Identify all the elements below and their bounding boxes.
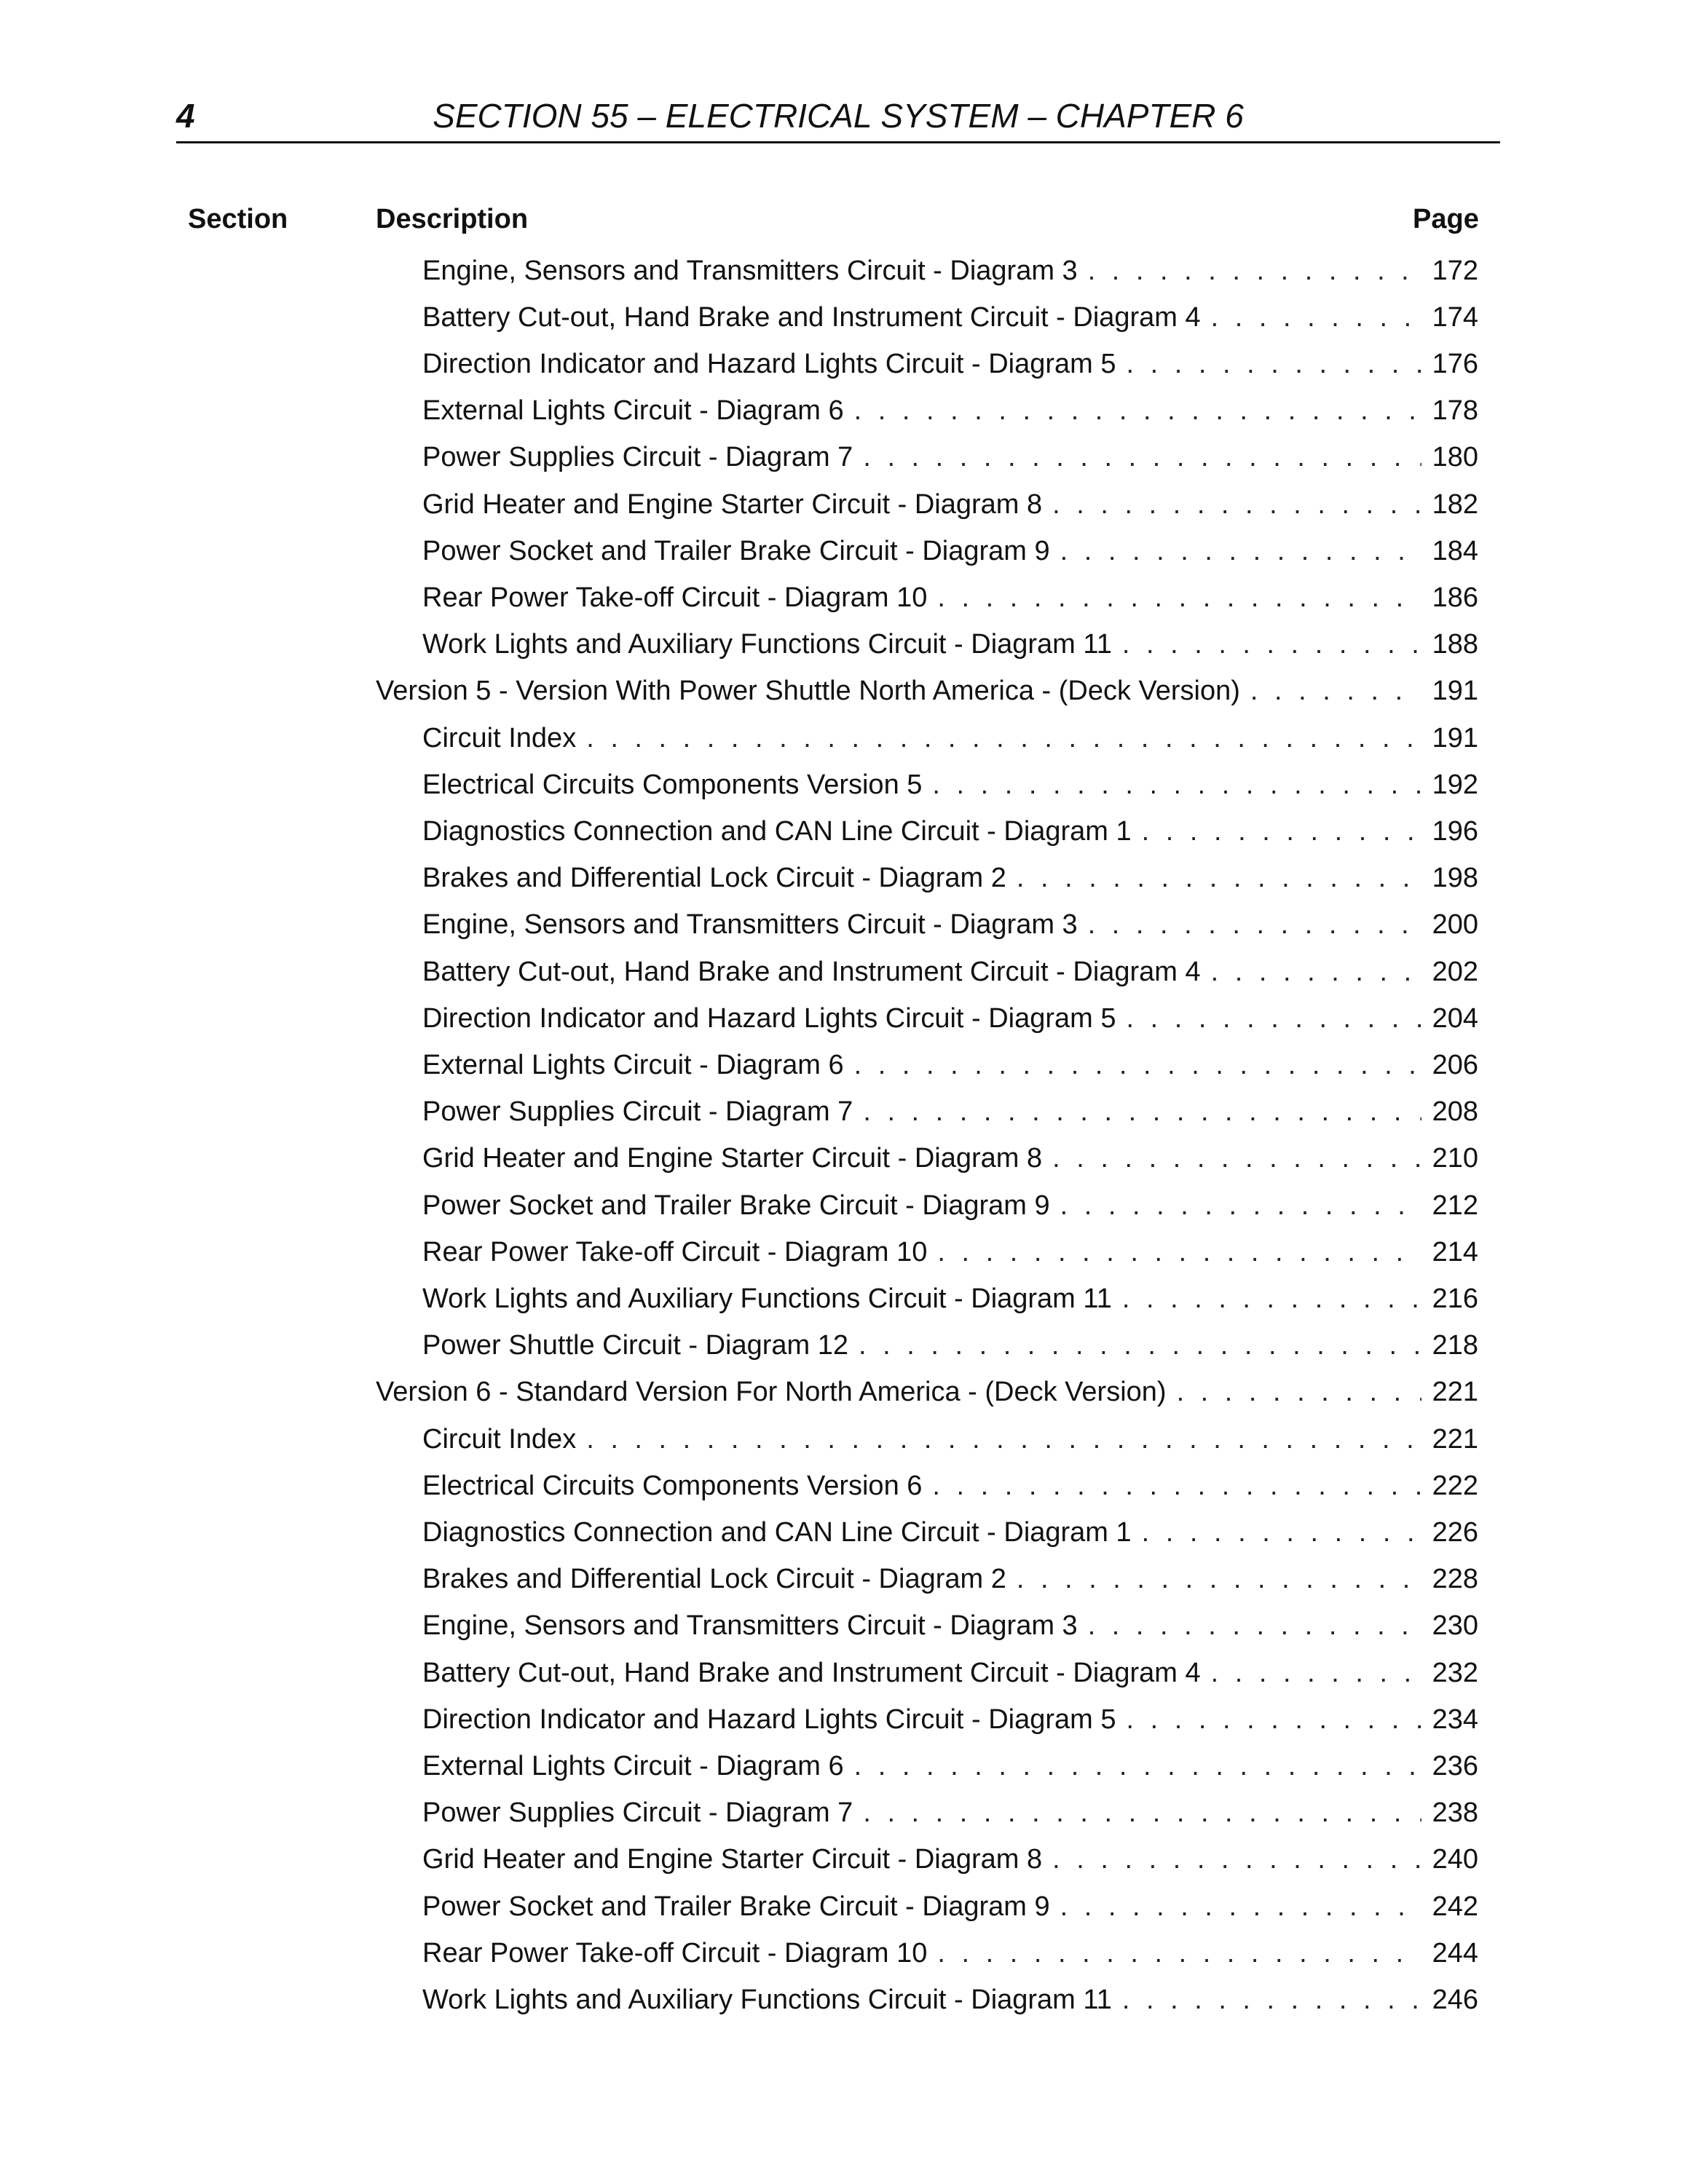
toc-entry-row [422,1837,1478,1883]
toc-entry-row [422,1930,1478,1977]
toc-page-number: 204 [1432,1002,1478,1034]
toc-page-number: 191 [1432,722,1478,753]
toc-page-number: 230 [1432,1610,1478,1642]
toc-page-number: 236 [1432,1750,1478,1781]
dot-leader [1017,863,1421,894]
page-number: 4 [176,97,195,135]
toc-page-number: 212 [1432,1190,1478,1221]
toc-entry-title: External Lights Circuit - Diagram 6 [422,1049,844,1080]
toc-entry-title: Direction Indicator and Hazard Lights Circuit - Diagram 5 [422,1002,1116,1034]
toc-entry-title: Version 6 - Standard Version For North America - (Deck Version) [376,1377,1167,1408]
toc-entry-title: Rear Power Take-off Circuit - Diagram 10 [422,1236,928,1267]
toc-entry-title: Work Lights and Auxiliary Functions Circuit - Diagram 11 [422,1283,1112,1314]
toc-page-number: 222 [1432,1470,1478,1501]
toc-entry-row [422,995,1478,1042]
toc-entry-row [422,1509,1478,1556]
toc-entry-title: Brakes and Differential Lock Circuit - Diagram 2 [422,863,1006,894]
toc-entry-title: Direction Indicator and Hazard Lights Circuit - Diagram 5 [422,1704,1116,1735]
toc-page-number: 196 [1432,815,1478,847]
toc-section-row [376,1369,1478,1416]
column-header-section: Section [188,204,288,234]
toc-entry-title: Grid Heater and Engine Starter Circuit - Diagram 8 [422,488,1043,520]
toc-page-number: 186 [1432,582,1478,613]
dot-leader [1060,536,1421,567]
toc-page-number: 172 [1432,255,1478,286]
dot-leader [1060,1891,1421,1923]
dot-leader [586,1424,1421,1455]
toc-page-number: 232 [1432,1657,1478,1688]
toc-entry-title: Grid Heater and Engine Starter Circuit - Diagram 8 [422,1143,1043,1174]
toc-entry-row [422,622,1478,668]
toc-entry-title: Power Socket and Trailer Brake Circuit - Diagram 9 [422,1190,1050,1221]
chapter-title: SECTION 55 – ELECTRICAL SYSTEM – CHAPTER 6 [433,97,1244,135]
toc-entry-title: Engine, Sensors and Transmitters Circuit - Diagram 3 [422,1610,1078,1642]
toc-page-number: 200 [1432,909,1478,941]
dot-leader [1122,1985,1421,2016]
dot-leader [1122,1283,1421,1315]
toc-page-number: 218 [1432,1330,1478,1361]
toc-entry-title: Power Socket and Trailer Brake Circuit - Diagram 9 [422,535,1050,566]
toc-entry-row [422,1650,1478,1696]
toc-page-number: 208 [1432,1096,1478,1128]
toc-page-number: 198 [1432,863,1478,894]
toc-entry-title: Electrical Circuits Components Version 5 [422,769,923,800]
dot-leader [1211,1658,1421,1689]
toc-entry-row [422,294,1478,341]
toc-entry-row [422,949,1478,995]
dot-leader [863,442,1421,473]
dot-leader [1127,349,1421,380]
toc-entry-row [422,1042,1478,1088]
toc-entry-row [422,1463,1478,1509]
dot-leader [932,769,1421,801]
toc-entry-title: Engine, Sensors and Transmitters Circuit - Diagram 3 [422,909,1078,941]
dot-leader [937,1938,1421,1969]
toc-entry-row [422,1603,1478,1650]
dot-leader [1088,909,1421,941]
toc-section-row [376,668,1478,715]
toc-entry-row [422,1089,1478,1136]
page-header [176,90,1500,143]
toc-entry-title: Circuit Index [422,722,577,753]
toc-page-number: 244 [1432,1937,1478,1969]
toc-entry-row [422,481,1478,528]
dot-leader [1122,629,1421,660]
toc-entry-title: Grid Heater and Engine Starter Circuit - Diagram 8 [422,1844,1043,1875]
dot-leader [1060,1190,1421,1222]
toc-page-number: 202 [1432,956,1478,987]
toc-entry-title: External Lights Circuit - Diagram 6 [422,1750,844,1781]
toc-entry-title: Power Supplies Circuit - Diagram 7 [422,1797,853,1829]
toc-entry-row [422,1275,1478,1322]
toc-page-number: 221 [1432,1377,1478,1408]
toc-entry-row [422,855,1478,902]
toc-entry-title: Rear Power Take-off Circuit - Diagram 10 [422,1937,928,1969]
toc-page-number: 246 [1432,1984,1478,2015]
toc-entry-title: Battery Cut-out, Hand Brake and Instrument Circuit - Diagram 4 [422,956,1201,987]
toc-page-number: 228 [1432,1564,1478,1595]
toc-entry-row [422,902,1478,949]
toc-entry-title: Engine, Sensors and Transmitters Circuit - Diagram 3 [422,255,1078,286]
toc-page-number: 206 [1432,1049,1478,1080]
toc-entry-row [422,715,1478,761]
toc-entry-title: Brakes and Differential Lock Circuit - Diagram 2 [422,1564,1006,1595]
dot-leader [937,582,1421,614]
dot-leader [1142,816,1421,847]
toc-page-number: 176 [1432,348,1478,379]
dot-leader [1127,1003,1421,1034]
toc-entry-row [422,761,1478,808]
toc-entry-row [422,1416,1478,1463]
dot-leader [1017,1564,1421,1595]
dot-leader [1052,1844,1421,1875]
toc-entry-title: Power Shuttle Circuit - Diagram 12 [422,1330,848,1361]
toc-entry-title: Power Socket and Trailer Brake Circuit - Diagram 9 [422,1891,1050,1922]
toc-page-number: 174 [1432,301,1478,333]
column-header-page: Page [1413,204,1479,234]
toc-page-number: 182 [1432,488,1478,520]
toc-entry-title: Diagnostics Connection and CAN Line Circuit - Diagram 1 [422,815,1132,847]
toc-page-number: 191 [1432,676,1478,707]
dot-leader [854,395,1421,427]
toc-entry-row [422,1790,1478,1837]
dot-leader [863,1096,1421,1128]
toc-page-number: 214 [1432,1236,1478,1267]
toc-entry-row [422,1977,1478,2023]
toc-entry-row [422,1182,1478,1229]
toc-page-number: 238 [1432,1797,1478,1829]
column-header-description: Description [376,204,529,234]
toc-page-number: 180 [1432,442,1478,473]
toc-entry-title: Power Supplies Circuit - Diagram 7 [422,1096,853,1128]
toc-entry-title: Work Lights and Auxiliary Functions Circuit - Diagram 11 [422,1984,1112,2015]
toc-entry-title: Electrical Circuits Components Version 6 [422,1470,923,1501]
toc-entry-row [422,528,1478,574]
toc-entry-row [422,341,1478,387]
toc-entry-row [422,248,1478,294]
dot-leader [1250,676,1421,707]
toc-entry-title: External Lights Circuit - Diagram 6 [422,395,844,427]
dot-leader [859,1330,1421,1361]
dot-leader [1127,1704,1421,1736]
toc-entry-row [422,808,1478,855]
dot-leader [854,1751,1421,1782]
toc-page-number: 216 [1432,1283,1478,1314]
toc-entry-title: Circuit Index [422,1423,577,1455]
toc-page-number: 188 [1432,629,1478,660]
dot-leader [1177,1377,1421,1408]
dot-leader [1142,1517,1421,1548]
toc-page-number: 226 [1432,1516,1478,1548]
dot-leader [937,1237,1421,1268]
dot-leader [1088,256,1421,287]
toc-page-number: 192 [1432,769,1478,800]
toc-entry-title: Battery Cut-out, Hand Brake and Instrument Circuit - Diagram 4 [422,301,1201,333]
toc-entry-row [422,1229,1478,1275]
toc-entry-title: Version 5 - Version With Power Shuttle North America - (Deck Version) [376,676,1240,707]
toc-entry-row [422,1136,1478,1182]
toc-entry-row [422,1556,1478,1603]
toc-entry-row [422,1743,1478,1789]
toc-entry-row [422,1883,1478,1930]
toc-entry-row [422,435,1478,481]
toc-entry-title: Direction Indicator and Hazard Lights Circuit - Diagram 5 [422,348,1116,379]
toc-page-number: 221 [1432,1423,1478,1455]
toc-page-number: 178 [1432,395,1478,427]
toc-entry-row [422,574,1478,621]
toc-entry-title: Battery Cut-out, Hand Brake and Instrument Circuit - Diagram 4 [422,1657,1201,1688]
dot-leader [1088,1610,1421,1642]
toc-entry-title: Work Lights and Auxiliary Functions Circuit - Diagram 11 [422,629,1112,660]
toc-entry-row [422,388,1478,435]
toc-page-number: 184 [1432,535,1478,566]
dot-leader [1052,489,1421,521]
toc-page-number: 240 [1432,1844,1478,1875]
toc-page-number: 242 [1432,1891,1478,1922]
toc-entry-title: Rear Power Take-off Circuit - Diagram 10 [422,582,928,613]
toc-page-number: 234 [1432,1704,1478,1735]
dot-leader [586,723,1421,754]
dot-leader [854,1050,1421,1081]
dot-leader [1211,957,1421,988]
dot-leader [1211,302,1421,333]
toc-entry-title: Power Supplies Circuit - Diagram 7 [422,442,853,473]
dot-leader [1052,1143,1421,1174]
toc-entry-row [422,1696,1478,1743]
toc-page-number: 210 [1432,1143,1478,1174]
dot-leader [932,1471,1421,1502]
dot-leader [863,1797,1421,1829]
toc-entry-row [422,1323,1478,1369]
toc-entry-title: Diagnostics Connection and CAN Line Circuit - Diagram 1 [422,1516,1132,1548]
